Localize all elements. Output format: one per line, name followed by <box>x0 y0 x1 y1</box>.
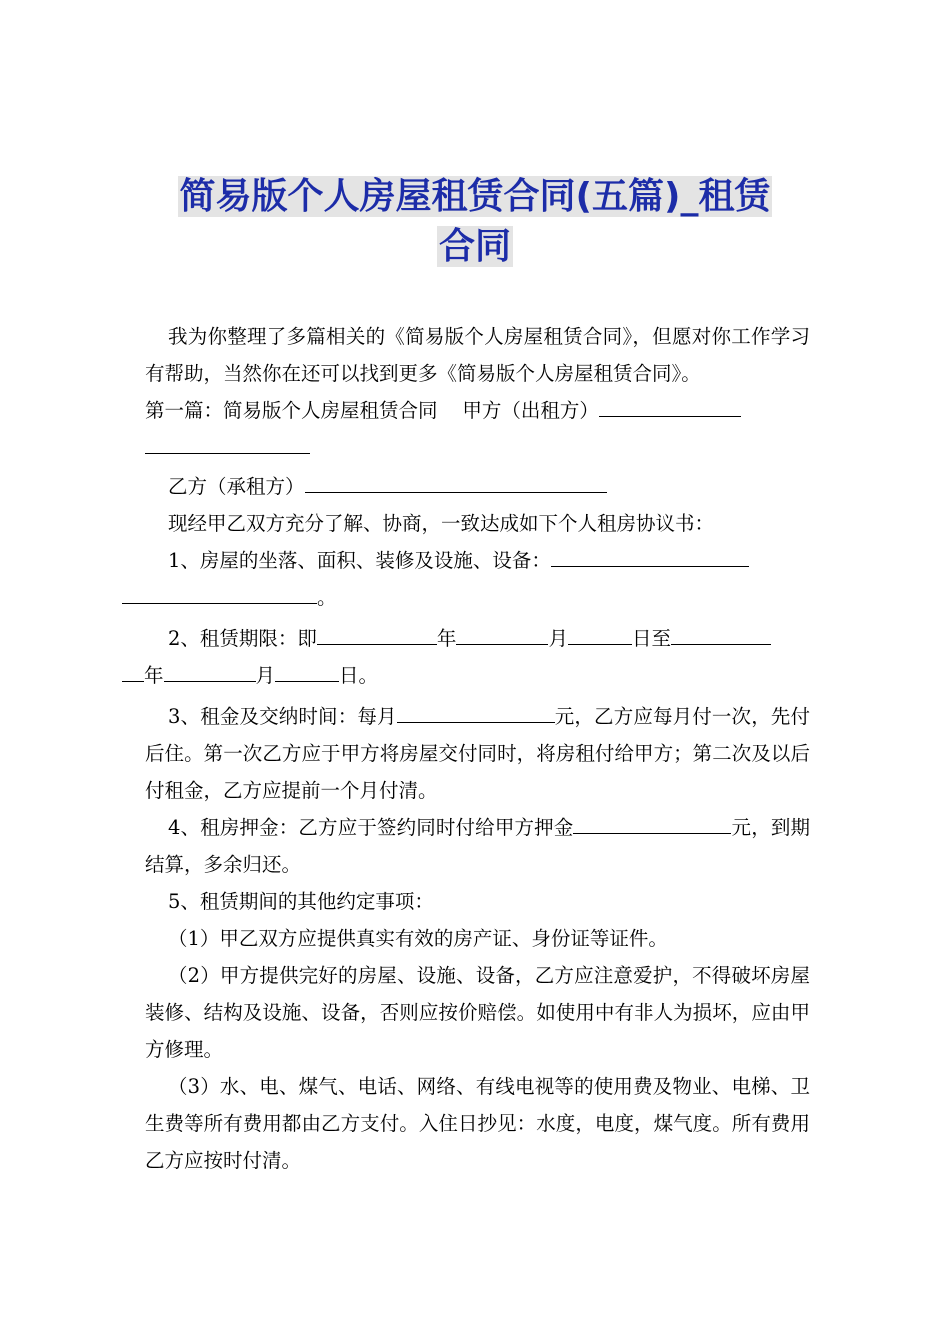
party-b-line <box>145 468 810 505</box>
item-2: （2）甲方提供完好的房屋、设施、设备，乙方应注意爱护，不得破坏房屋装修、结构及设施、设备，否则应按价赔偿。如使用中有非人为损坏，应由甲方修理。 <box>145 964 810 1061</box>
start-month-blank[interactable] <box>456 626 548 645</box>
clause1-blank[interactable] <box>551 548 749 567</box>
item-1: （1）甲乙双方应提供真实有效的房产证、身份证等证件。 <box>168 927 668 950</box>
unit-year-2: 年 <box>144 664 164 687</box>
end-year-blank-cont[interactable] <box>122 663 144 682</box>
deposit-blank[interactable] <box>573 815 731 834</box>
party-b-blank[interactable] <box>305 474 607 493</box>
clause1-text: 1、房屋的坐落、面积、装修及设施、设备： <box>168 549 551 572</box>
title-line-2: 合同 <box>438 226 511 267</box>
clause-5: 5、租赁期间的其他约定事项： <box>168 890 434 913</box>
item-3: （3）水、电、煤气、电话、网络、有线电视等的使用费及物业、电梯、卫生费等所有费用都由乙方支付。入住日抄见：水度，电度，煤气度。所有费用乙方应按时付清。 <box>145 1075 810 1172</box>
agreement-intro: 现经甲乙双方充分了解、协商，一致达成如下个人租房协议书： <box>168 512 715 535</box>
clause-2 <box>145 620 810 694</box>
period-end: 。 <box>358 664 379 687</box>
end-month-blank[interactable] <box>164 663 256 682</box>
clause1-end: 。 <box>317 586 337 609</box>
party-a-label: 甲方（出租方） <box>462 399 599 422</box>
clause1-blank-cont[interactable] <box>122 585 317 604</box>
clause2-prefix: 2、租赁期限：即 <box>168 627 317 650</box>
unit-day: 日 <box>631 627 652 650</box>
clause3-prefix: 3、租金及交纳时间：每月 <box>168 705 397 728</box>
section1-heading: 第一篇：简易版个人房屋租赁合同 <box>145 399 438 422</box>
intro-paragraph: 我为你整理了多篇相关的《简易版个人房屋租赁合同》，但愿对你工作学习有帮助，当然你在还可以找到更多《简易版个人房屋租赁合同》。 <box>145 325 810 385</box>
party-a-blank-cont[interactable] <box>145 435 310 454</box>
clause4-suffix: 元，到期结算，多余归还。 <box>145 816 810 876</box>
end-year-blank[interactable] <box>671 626 771 645</box>
document-body <box>145 318 810 1179</box>
unit-month: 月 <box>548 627 568 650</box>
unit-to: 至 <box>651 627 671 650</box>
unit-year: 年 <box>436 627 457 650</box>
party-a-blank[interactable] <box>599 398 741 417</box>
clause3-suffix: 元，乙方应每月付一次，先付后住。第一次乙方应于甲方将房屋交付同时，将房租付给甲方；第二次及以后付租金，乙方应提前一个月付清。 <box>145 705 810 802</box>
document-title <box>145 172 805 272</box>
clause4-prefix: 4、租房押金：乙方应于签约同时付给甲方押金 <box>168 816 574 839</box>
section1-line <box>145 392 810 466</box>
clause-1 <box>145 542 810 616</box>
start-year-blank[interactable] <box>317 626 437 645</box>
unit-month-2: 月 <box>255 664 276 687</box>
clause-4 <box>145 809 810 883</box>
clause-3 <box>145 698 810 809</box>
unit-day-2: 日 <box>339 664 359 687</box>
title-line-1: 简易版个人房屋租赁合同(五篇)_租赁 <box>179 176 771 217</box>
end-day-blank[interactable] <box>275 663 339 682</box>
party-b-label: 乙方（承租方） <box>168 475 305 498</box>
rent-blank[interactable] <box>397 704 555 723</box>
start-day-blank[interactable] <box>568 626 632 645</box>
